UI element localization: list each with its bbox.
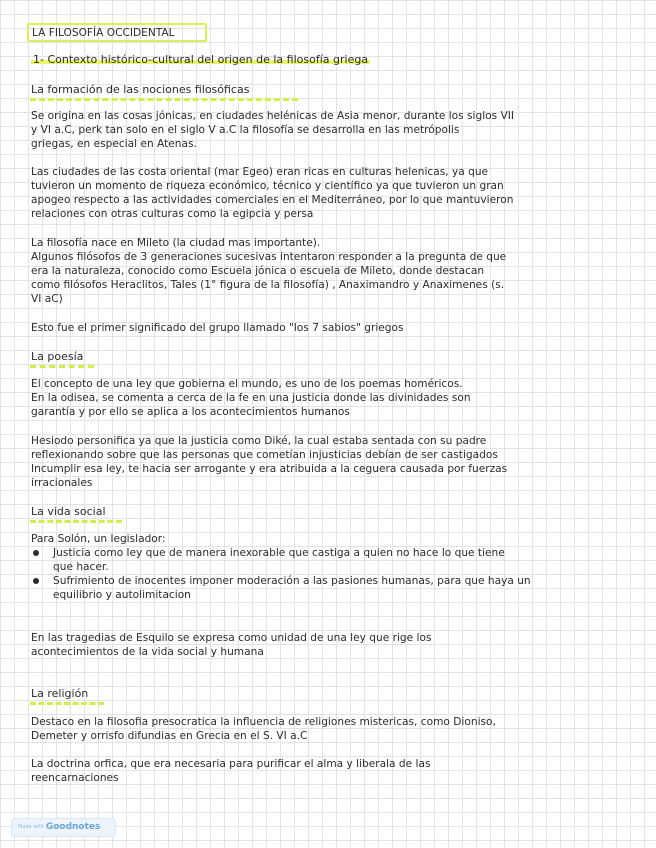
paragraph-line: era la naturaleza, conocido como Escuela jónica o escuela de Mileto, donde destacan [31, 265, 485, 277]
paragraph-line: Destaco en la filosofia presocratica la influencia de religiones mistericas, como Dioniso, [31, 716, 496, 728]
paragraph-line: En las tragedias de Esquilo se expresa como unidad de una ley que rige los [31, 632, 432, 644]
heading-underline [30, 520, 122, 523]
section-heading: 1- Contexto histórico-cultural del origen de la filosofía griega [33, 53, 369, 66]
paragraph-line: La doctrina orfica, que era necesaria para purificar el alma y liberala de las [31, 758, 431, 770]
bullet-icon [33, 550, 39, 556]
paragraph-line: como filósofos Heraclitos, Tales (1° figura de la filosofía) , Anaximandro y Anaximenes (s. [31, 279, 505, 291]
paragraph-line: Demeter y orrisfo difundias en Grecia en el S. VI a.C [31, 730, 308, 742]
paragraph-line: garantía y por ello se aplica a los acontecimientos humanos [31, 406, 350, 418]
paragraph-line: relaciones con otras culturas como la egipcia y persa [31, 208, 314, 220]
paragraph-line: Hesiodo personifica ya que la justicia como Diké, la cual estaba sentada con su padre [31, 435, 487, 447]
heading-underline [30, 98, 298, 101]
paragraph-line: VI aC) [31, 293, 63, 305]
paragraph-line: Algunos filósofos de 3 generaciones sucesivas intentaron responder a la pregunta de que [31, 251, 507, 263]
heading-underline [30, 702, 104, 705]
paragraph-line: irracionales [31, 477, 93, 489]
bullet-line: Justicia como ley que de manera inexorable que castiga a quien no hace lo que tiene [53, 547, 505, 559]
goodnotes-watermark [11, 818, 116, 837]
watermark-brand: Goodnotes [45, 822, 101, 832]
paragraph-line: Las ciudades de las costa oriental (mar Egeo) eran ricas en culturas helenicas, ya que [31, 166, 489, 178]
bullet-icon [33, 578, 39, 584]
paragraph-line: reflexionando sobre que las personas que cometían injusticias debían de ser castigados [31, 449, 498, 461]
bullet-line: que hacer. [53, 561, 109, 573]
bullet-line: Sufrimiento de inocentes imponer moderación a las pasiones humanas, para que haya un [53, 575, 531, 587]
paragraph-line: El concepto de una ley que gobierna el mundo, es uno de los poemas homéricos. [31, 378, 463, 390]
heading-underline [30, 365, 94, 368]
paragraph-line: En la odisea, se comenta a cerca de la fe en una justicia donde las divinidades son [31, 392, 471, 404]
paragraph-line: La filosofía nace en Mileto (la ciudad mas importante). [31, 237, 321, 249]
paragraph-line: Esto fue el primer significado del grupo llamado "los 7 sabios" griegos [31, 322, 404, 334]
list-intro: Para Solón, un legislador: [31, 533, 166, 545]
paragraph-line: griegas, en especial en Atenas. [31, 138, 197, 150]
heading-poesia: La poesía [31, 350, 84, 363]
paragraph-line: acontecimientos de la vida social y humana [31, 646, 264, 658]
paragraph-line: apogeo respecto a las actividades comerciales en el Mediterráneo, por lo que mantuvieron [31, 194, 514, 206]
heading-religion: La religión [31, 687, 89, 700]
heading-vida-social: La vida social [31, 505, 106, 518]
page-title: LA FILOSOFÍA OCCIDENTAL [32, 27, 175, 39]
bullet-line: equilibrio y autolimitacion [53, 589, 191, 601]
paragraph-line: tuvieron un momento de riqueza económico, técnico y científico ya que tuvieron un gran [31, 180, 504, 192]
watermark-prefix: Made with [18, 824, 44, 830]
paragraph-line: Incumplir esa ley, te hacia ser arrogante y era atribuida a la ceguera causada por fuerzas [31, 463, 508, 475]
paragraph-line: reencarnaciones [31, 772, 119, 784]
paragraph-line: y VI a.C, perk tan solo en el siglo V a.C la filosofía se desarrolla en las metrópolis [31, 124, 460, 136]
heading-formacion: La formación de las nociones filosóficas [31, 83, 250, 96]
paragraph-line: Se origina en las cosas jónicas, en ciudades helénicas de Asia menor, durante los siglos VII [31, 110, 515, 122]
